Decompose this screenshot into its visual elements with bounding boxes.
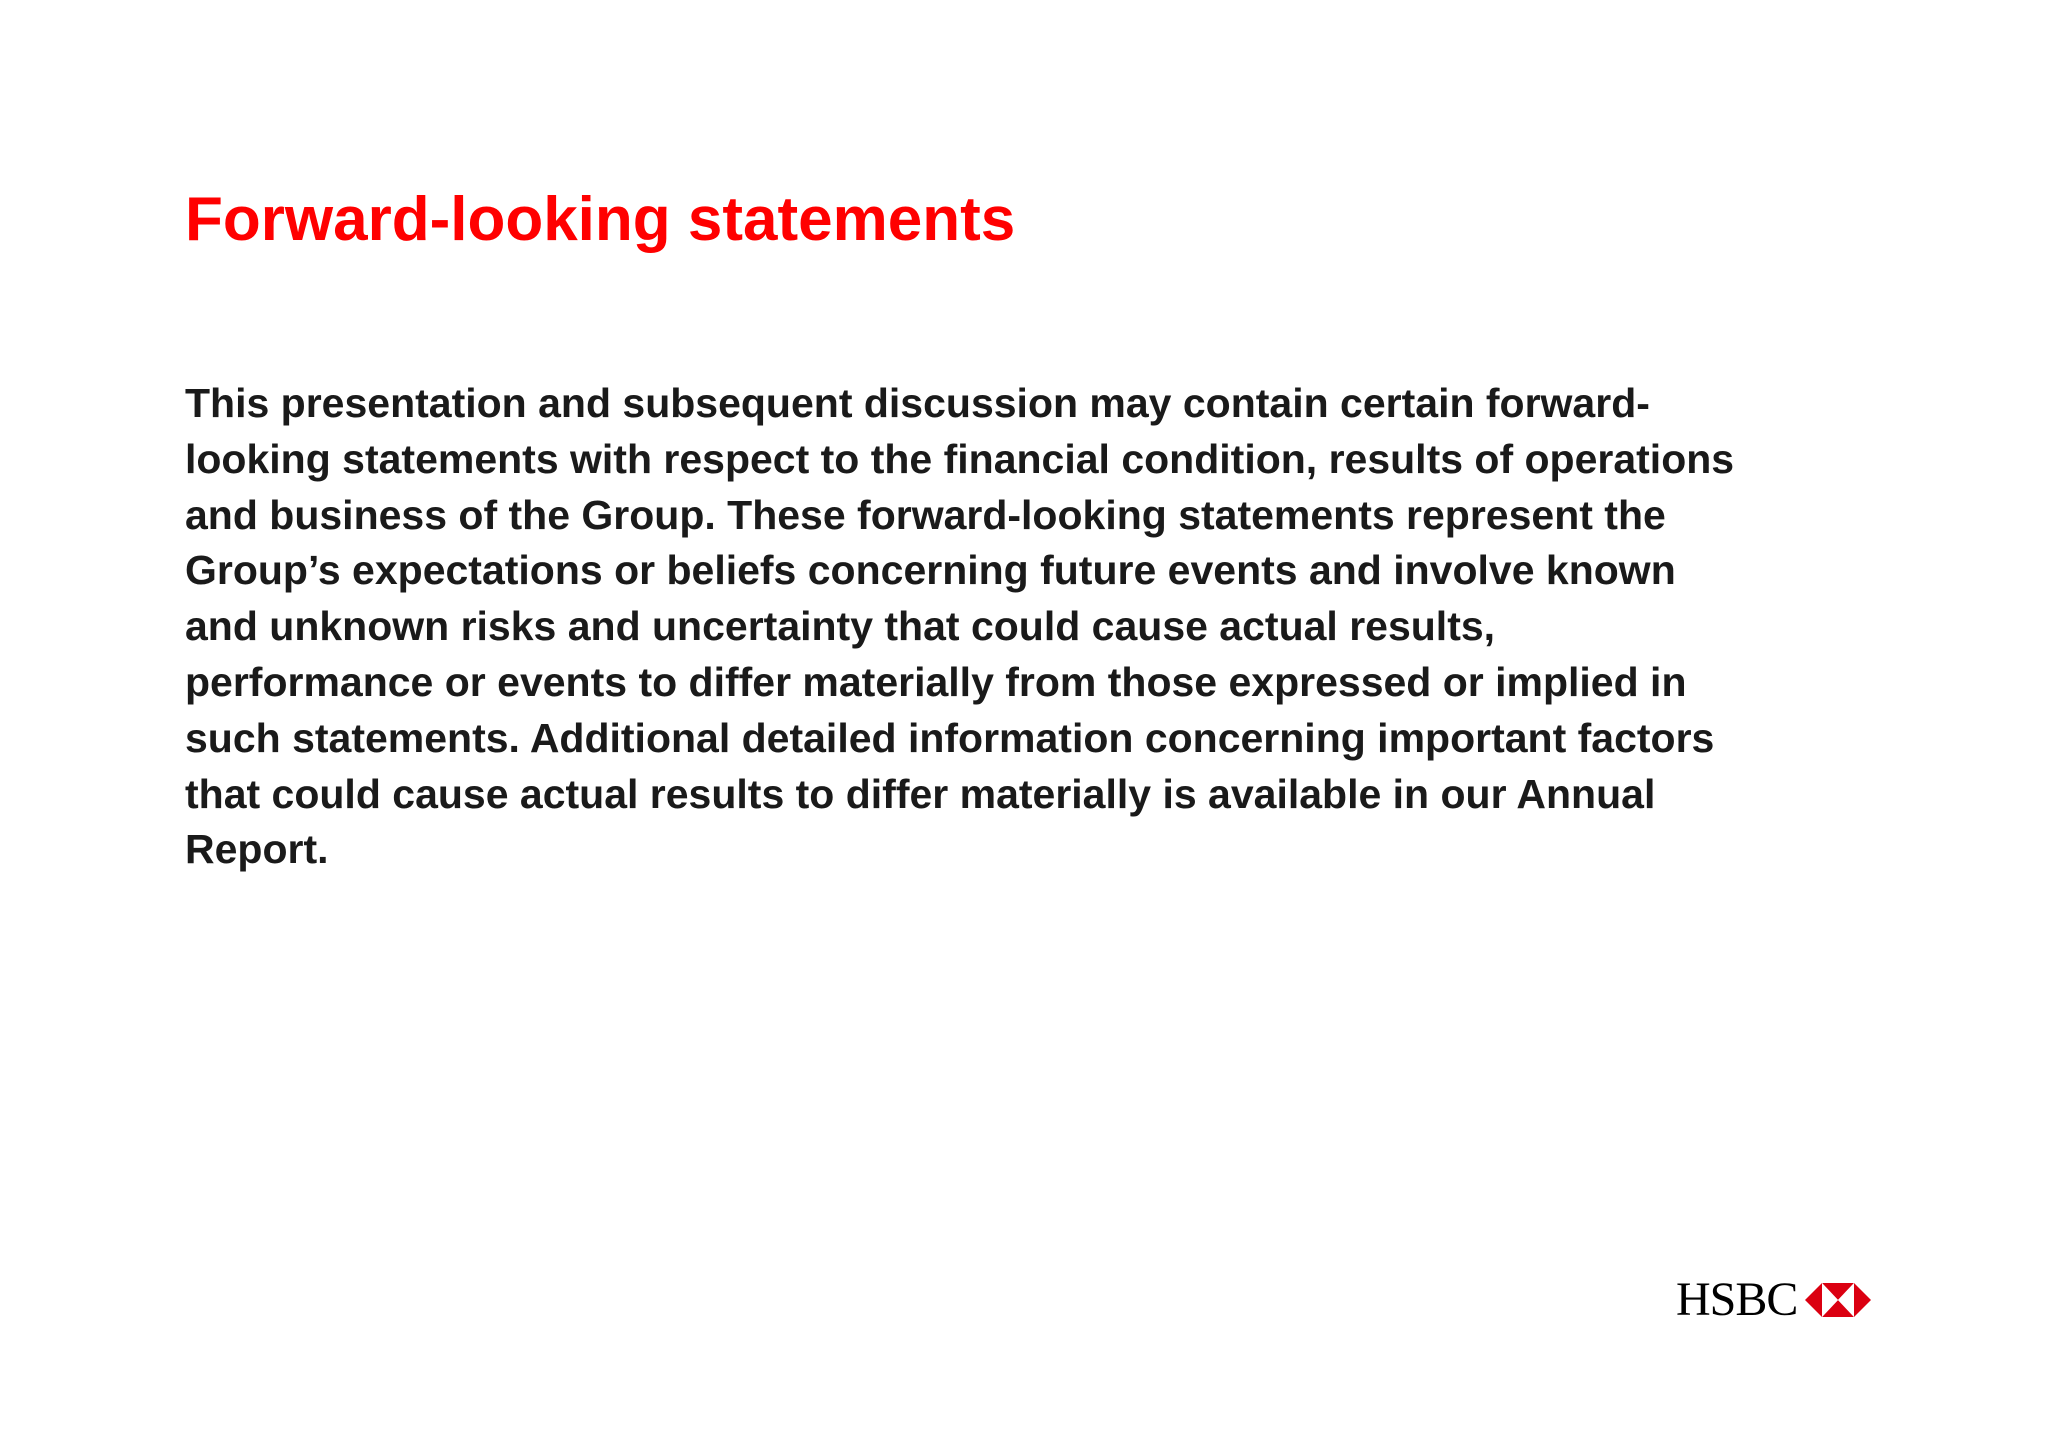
disclaimer-line: that could cause actual results to differ materially is available in our Annual [185,770,1656,817]
hsbc-hexagon-icon [1805,1283,1871,1317]
disclaimer-line: and business of the Group. These forward-looking statements represent the [185,491,1666,538]
disclaimer-paragraph [185,376,1905,878]
disclaimer-line: This presentation and subsequent discussion may contain certain forward- [185,380,1650,426]
logo-wordmark: HSBC [1676,1273,1798,1326]
disclaimer-line: and unknown risks and uncertainty that could cause actual results, [185,603,1496,650]
disclaimer-line: performance or events to differ materially from those expressed or implied in [185,658,1687,705]
page-title: Forward-looking statements [185,185,1016,254]
disclaimer-line: such statements. Additional detailed information concerning important factors [185,714,1715,761]
hsbc-logo [1676,1273,1871,1326]
disclaimer-line: looking statements with respect to the financial condition, results of operations [185,435,1735,482]
disclaimer-line: Report. [185,826,329,873]
disclaimer-line: Group’s expectations or beliefs concerning future events and involve known [185,547,1676,594]
